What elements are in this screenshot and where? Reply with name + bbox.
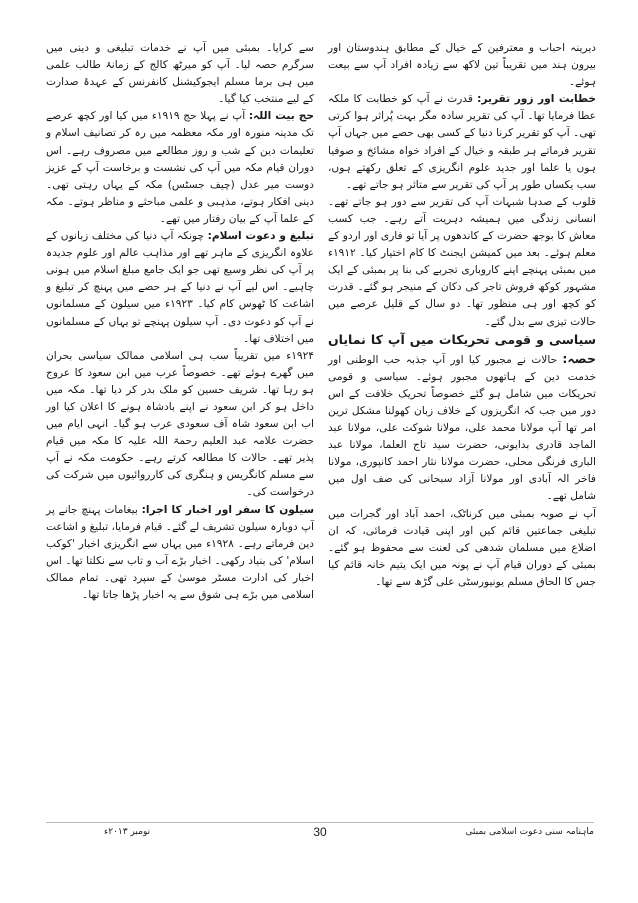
left-column: [46, 40, 314, 604]
paragraph: [328, 40, 596, 91]
section-heading: سیلون کا سفر اور اخبار کا اجرا:: [141, 503, 314, 516]
paragraph-text: حالات نے مجبور کیا اور آپ جذبہ حب الوطنی اور خدمت دین کے ہاتھوں مجبور ہوئے۔ سیاسی و قومی تحریکات میں شامل ہو گئے خصوصاً تحریک خلافت کے اس دور میں جب کہ انگریزوں کے خلاف زبان کھولنا مشکل ترین امر تھا آپ مولانا محمد علی، مولانا شوکت علی، مولانا عبد الماجد قادری بدایونی، حضرت سید تاج العلما، مولانا عبد الباری فرنگی محلی، حضرت مولانا نثار احمد کانپوری، مولانا فاخر الہ آبادی اور مولانا آزاد سبحانی کی صف اول میں شامل تھے۔: [328, 353, 596, 503]
page-footer: [46, 822, 594, 841]
paragraph: [328, 331, 596, 506]
section-heading: سیاسی و قومی تحریکات میں آپ کا نمایاں حصہ:: [328, 331, 597, 366]
paragraph-text: بیغامات پہنچ جانے پر آپ دوبارہ سیلون تشریف لے گئے۔ قیام فرمایا، تبلیغ و اشاعت دین فرماتے رہے۔ ۱۹۲۸ء میں یہاں سے انگریزی اخبار 'کوکب اسلام' کی بنیاد رکھی۔ اخبار بڑے آب و تاب سے نکلتا تھا۔ اس اخبار کی ادارت مسٹر موسیٰ کے سپرد تھی۔ تمام ممالک اسلامی میں بڑے ہی شوق سے یہ اخبار پڑھا جاتا تھا۔: [46, 503, 314, 601]
section-heading: حج بیت اللہ:: [248, 110, 314, 123]
paragraph: [328, 194, 596, 331]
issue-date: نومبر ۲۰۱۳ء: [104, 827, 151, 837]
paragraph: [46, 502, 314, 605]
paragraph-text: قدرت نے آپ کو خطابت کا ملکہ عطا فرمایا تھا۔ آپ کی تقریر سادہ مگر بہت پُراثر ہوا کرتی تھی۔ آپ کو تقریر کرنا دنیا کے کسی بھی حصے میں جہاں آپ تقریر فرماتے ہر طبقہ و خیال کے افراد خواہ مشائخ و صوفیا ہوں یا علما اور جدید علوم انگریزی کے تعلق رکھتے ہوں، سب یکساں طور پر آپ کی تقریر سے متاثر ہو جاتے تھے۔: [328, 93, 596, 191]
paragraph: [328, 506, 596, 591]
paragraph: [46, 108, 314, 228]
paragraph: [46, 40, 314, 108]
paragraph: [46, 348, 314, 502]
magazine-name: ماہنامہ سنی دعوت اسلامی بمبئی: [465, 827, 594, 837]
paragraph-text: چونکہ آپ دنیا کی مختلف زبانوں کے علاوہ انگریزی کے ماہر تھے اور مذاہب عالم اور علوم جدیدہ پر آپ کی نظر وسیع تھی جو ایک جامع مبلغ اسلام میں ہونی چاہیے۔ اس لیے آپ نے دنیا کے ہر حصے میں پہنچ کر تبلیغ و اشاعت کا ٹھوس کام کیا۔ ۱۹۲۳ء میں سیلون کے مسلمانوں نے آپ کو دعوت دی۔ آپ سیلون پہنچے تو یہاں کے مسلمانوں میں اختلاف تھا۔: [46, 230, 315, 345]
paragraph-text: دیرینہ احباب و معترفین کے خیال کے مطابق ہندوستان اور بیرون ہند میں تقریباً تین لاکھ سے زیادہ افراد آپ سے بیعت ہوئے۔: [328, 42, 596, 89]
page-number: 30: [313, 825, 327, 839]
paragraph: [328, 91, 596, 194]
paragraph-text: ۱۹۲۴ء میں تقریباً سب ہی اسلامی ممالک سیاسی بحران میں گھرے ہوئے تھے۔ خصوصاً عرب میں ابن سعود کا عروج ہو رہا تھا۔ شریف حسین کو ملک بدر کر دیا تھا۔ مکہ میں داخل ہو کر ابن سعود نے اپنے بادشاہ ہونے کا اعلان کیا اور اب ابن سعود شاہ آف سعودی عرب ہو گیا۔ انہی ایام میں حضرت علامہ عبد العلیم رحمۃ اللہ علیہ کا مکہ میں قیام پذیر تھے۔ حالات کا مطالعہ کرتے رہے۔ حکومت مکہ نے آپ سے مسلم کانگریس و ہنگری کی کارروائیوں میں شرکت کی درخواست کی۔: [46, 349, 314, 499]
section-heading: خطابت اور زور تقریر:: [477, 93, 596, 106]
paragraph-text: آپ نے پہلا حج ۱۹۱۹ء میں کیا اور کچھ عرصے تک مدینہ منورہ اور مکہ معظمہ میں رہ کر تصانیف اسلام و تعلیمات دین کے شب و روز مطالعے میں مصروف رہے۔ اس دوران قیام مکہ میں آپ کی نشست و برخاست آپ کے عزیز دوست میر عدل (چیف جسٹس) مکہ کے یہاں رہتی تھی۔ دینی افکار ہوتے، مذہبی و علمی مباحثے و مناظر ہوتے۔ مکہ کے علما آپ کے بیان رفتار میں تھے۔: [46, 110, 314, 225]
paragraph-text: قلوب کے صدہا شبہات آپ کی تقریر سے دور ہو جاتے تھے۔ انسانی زندگی میں ہمیشہ دہریت آتے رہے۔ جب کسب معاش کا بوجھ حضرت کے کاندھوں پر آیا تو فاری اور اردو کے معلم ہوئے۔ بعد میں کمیشن ایجنٹ کا کام اختیار کیا۔ ۱۹۱۲ء میں بمبئی پہنچے اپنے کاروباری تجربے کی بنا پر بمبئی کے ایک مشہور کوکھ فروش تاجر کی دکان کے منیجر ہو گئے۔ قدرت کو کچھ اور ہی منظور تھا۔ دو سال کے قلیل عرصے میں حالات تیزی سے بدل گئے۔: [328, 195, 596, 328]
paragraph-text: آپ نے صوبہ بمبئی میں کرناٹک، احمد آباد اور گجرات میں تبلیغی جماعتیں قائم کیں اور اپنی قیادت فرمائی، کہ ان اضلاع میں مسلمان شدھی کی لعنت سے محفوظ ہو گئے۔ بمبئی کے دوران قیام آپ نے پونہ میں ایک یتیم خانہ قائم کیا جس کا الحاق مسلم یونیورسٹی علی گڑھ سے تھا۔: [328, 507, 596, 588]
section-heading: تبلیغ و دعوت اسلام:: [207, 230, 314, 243]
paragraph: [46, 228, 314, 348]
right-column: [328, 40, 596, 591]
paragraph-text: سے کرایا۔ بمبئی میں آپ نے خدمات تبلیغی و دینی میں سرگرم حصہ لیا۔ آپ کو میرٹھ کالج کے زمانۂ طالب علمی میں ہی برما مسلم ایجوکیشنل کانفرنس کے عہدۂ صدارت کے لیے منتخب کیا گیا۔: [46, 42, 314, 106]
